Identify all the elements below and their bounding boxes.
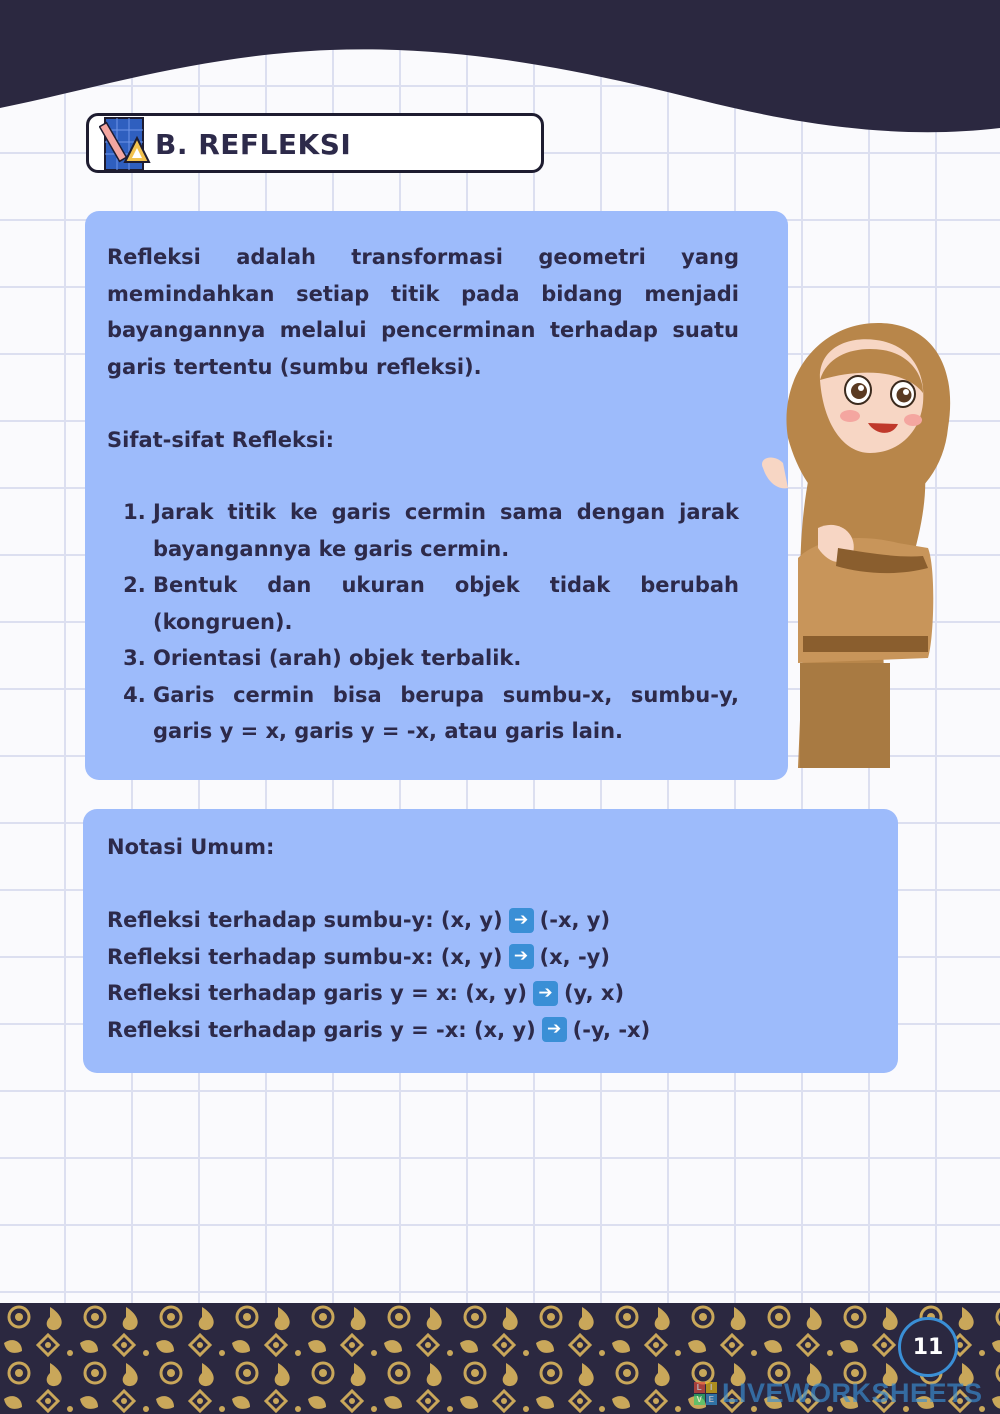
right-arrow-icon: ➔ <box>509 944 534 969</box>
properties-list <box>107 494 739 750</box>
notation-row <box>107 975 874 1012</box>
ruler-triangle-icon <box>99 114 155 174</box>
notation-label: Refleksi terhadap sumbu-x: (x, y) <box>107 944 503 969</box>
liveworksheets-logo-icon: L I V E <box>694 1382 717 1405</box>
watermark <box>694 1378 983 1409</box>
notation-label: Refleksi terhadap garis y = x: (x, y) <box>107 981 527 1005</box>
definition-card <box>85 211 788 780</box>
notation-result: (-x, y) <box>539 908 611 932</box>
list-item: 3. Orientasi (arah) objek terbalik. <box>153 640 739 677</box>
watermark-text: LIVEWORKSHEETS <box>722 1378 983 1408</box>
notation-result: (x, -y) <box>539 944 610 969</box>
right-arrow-icon: ➔ <box>533 981 558 1006</box>
notation-result: (y, x) <box>563 981 625 1005</box>
right-arrow-icon: ➔ <box>509 908 534 933</box>
list-item: 4. Garis cermin bisa berupa sumbu-x, sumbu-y, garis y = x, garis y = -x, atau garis lain. <box>153 677 739 750</box>
notation-row <box>107 902 874 939</box>
notation-result: (-y, -x) <box>572 1017 651 1042</box>
section-title-box <box>86 113 544 173</box>
properties-heading: Sifat-sifat Refleksi: <box>107 427 335 452</box>
notation-label: Refleksi terhadap sumbu-y: (x, y) <box>107 908 503 932</box>
page-title: B. REFLEKSI <box>155 128 352 161</box>
page-number: 11 <box>898 1317 958 1377</box>
list-item: 2. Bentuk dan ukuran objek tidak berubah (kongruen). <box>153 567 739 640</box>
definition-text: Refleksi adalah transformasi geometri yang memindahkan setiap titik pada bidang menjadi bayangannya melalui pencerminan terhadap suatu garis tertentu (sumbu refleksi). <box>107 245 739 379</box>
notation-row <box>107 1012 874 1049</box>
notation-label: Refleksi terhadap garis y = -x: (x, y) <box>107 1017 536 1042</box>
notation-card <box>83 809 898 1073</box>
notation-heading: Notasi Umum: <box>107 835 275 859</box>
notation-row <box>107 939 874 976</box>
right-arrow-icon: ➔ <box>542 1017 567 1042</box>
list-item: 1. Jarak titik ke garis cermin sama dengan jarak bayangannya ke garis cermin. <box>153 494 739 567</box>
teacher-illustration <box>758 318 958 768</box>
